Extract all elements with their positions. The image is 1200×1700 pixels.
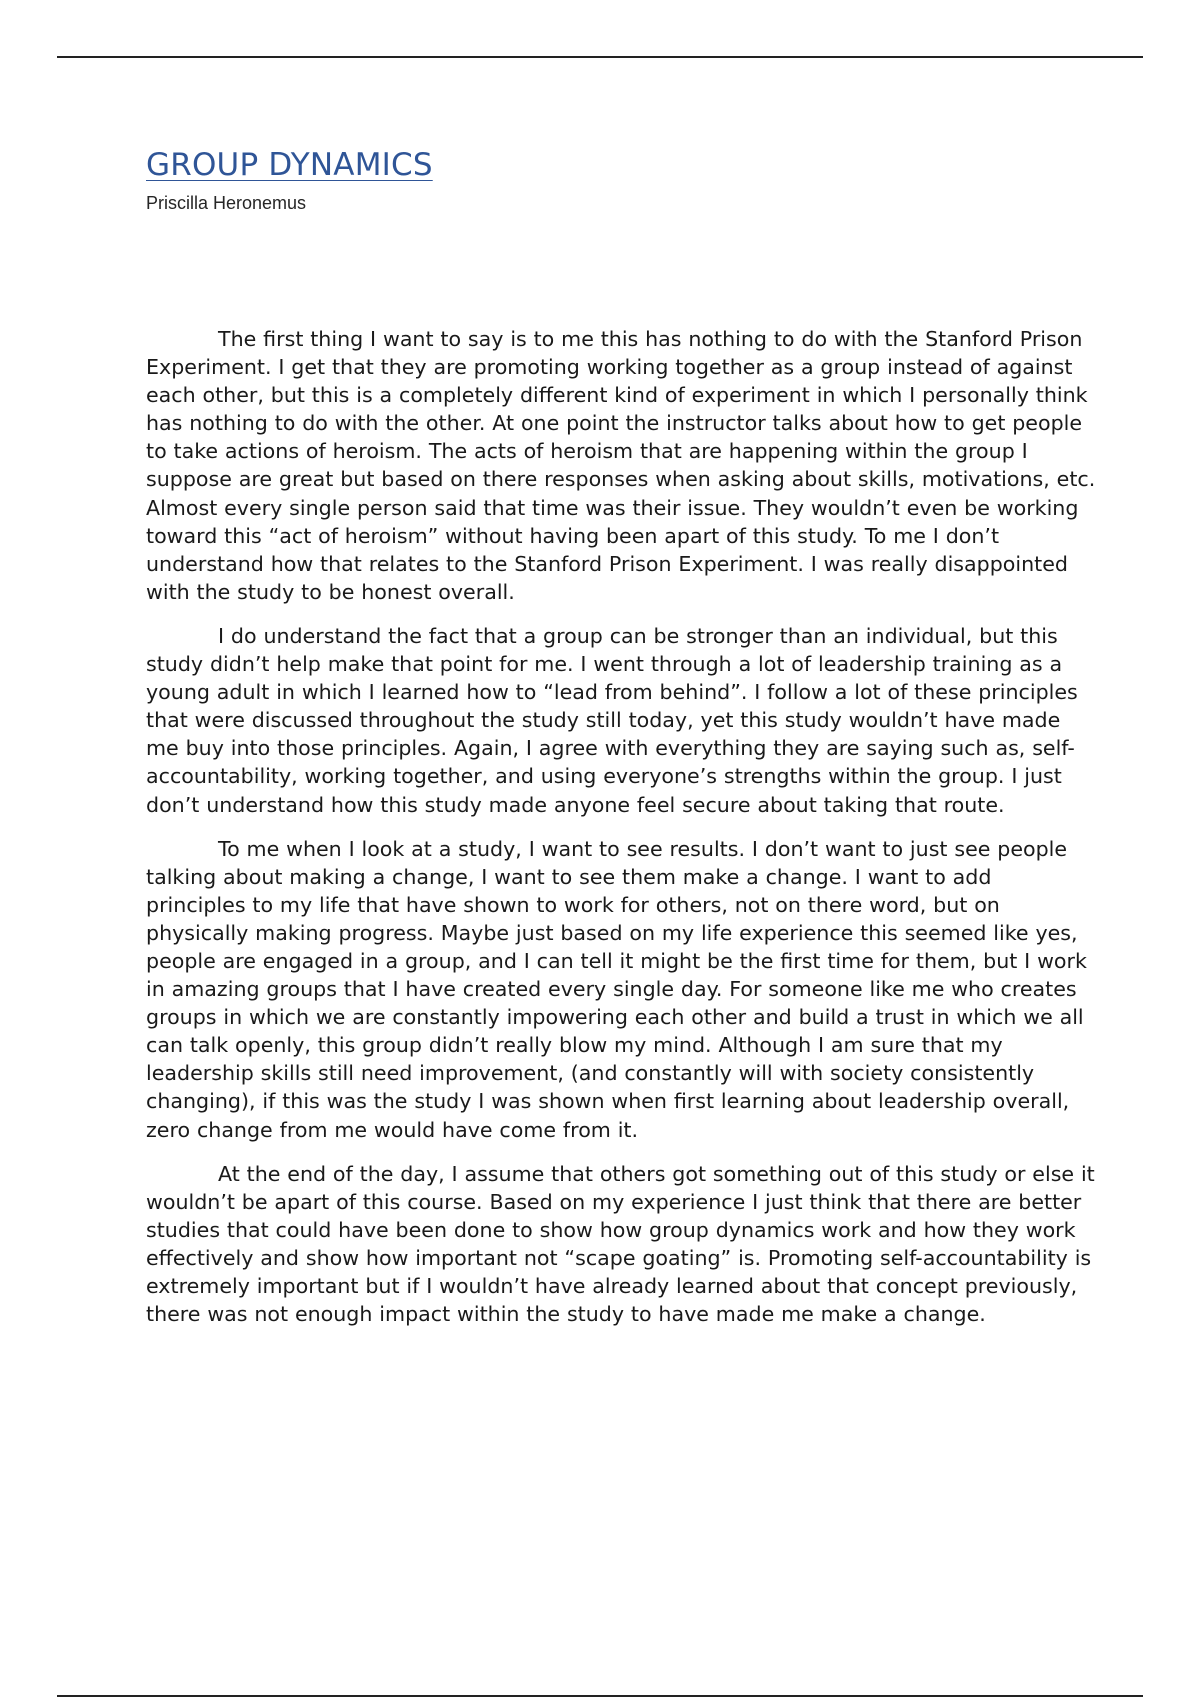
body-paragraph-1: The first thing I want to say is to me this has nothing to do with the Stanford Prison Experiment. I get that they are promoting working together as a group instead of against each other, but this is a completely different kind of experiment in which I personally think has nothing to do with the other. At one point the instructor talks about how to get people to take actions of heroism. The acts of heroism that are happening within the group I suppose are great but based on there responses when asking about skills, motivations, etc. Almost every single person said that time was their issue. They wouldn’t even be working toward this “act of heroism” without having been apart of this study. To me I don’t understand how that relates to the Stanford Prison Experiment. I was really disappointed with the study to be honest overall. xyxy=(146,327,1096,604)
header-rule xyxy=(57,56,1143,58)
document-title: GROUP DYNAMICS xyxy=(146,147,433,183)
document-author: Priscilla Heronemus xyxy=(146,193,307,213)
body-paragraph-2: I do understand the fact that a group can be stronger than an individual, but this study didn’t help make that point for me. I went through a lot of leadership training as a young adult in which I learned how to “lead from behind”. I follow a lot of these principles that were discussed throughout the study still today, yet this study wouldn’t have made me buy into those principles. Again, I agree with everything they are saying such as, self-accountability, working together, and using everyone’s strengths within the group. I just don’t understand how this study made anyone feel secure about taking that route. xyxy=(146,623,1078,817)
document-body xyxy=(146,325,1096,1344)
body-paragraph-3: To me when I look at a study, I want to see results. I don’t want to just see people talking about making a change, I want to see them make a change. I want to add principles to my life that have shown to work for others, not on there word, but on physically making progress. Maybe just based on my life experience this seemed like yes, people are engaged in a group, and I can tell it might be the first time for them, but I work in amazing groups that I have created every single day. For someone like me who creates groups in which we are constantly impowering each other and build a trust in which we all can talk openly, this group didn’t really blow my mind. Although I am sure that my leadership skills still need improvement, (and constantly will with society consistently changing), if this was the study I was shown when first learning about leadership overall, zero change from me would have come from it. xyxy=(146,836,1087,1142)
footer-rule xyxy=(57,1695,1143,1697)
body-paragraph-4: At the end of the day, I assume that others got something out of this study or else it wouldn’t be apart of this course. Based on my experience I just think that there are better studies that could have been done to show how group dynamics work and how they work effectively and show how important not “scape goating” is. Promoting self-accountability is extremely important but if I wouldn’t have already learned about that concept previously, there was not enough impact within the study to have made me make a change. xyxy=(146,1161,1095,1327)
